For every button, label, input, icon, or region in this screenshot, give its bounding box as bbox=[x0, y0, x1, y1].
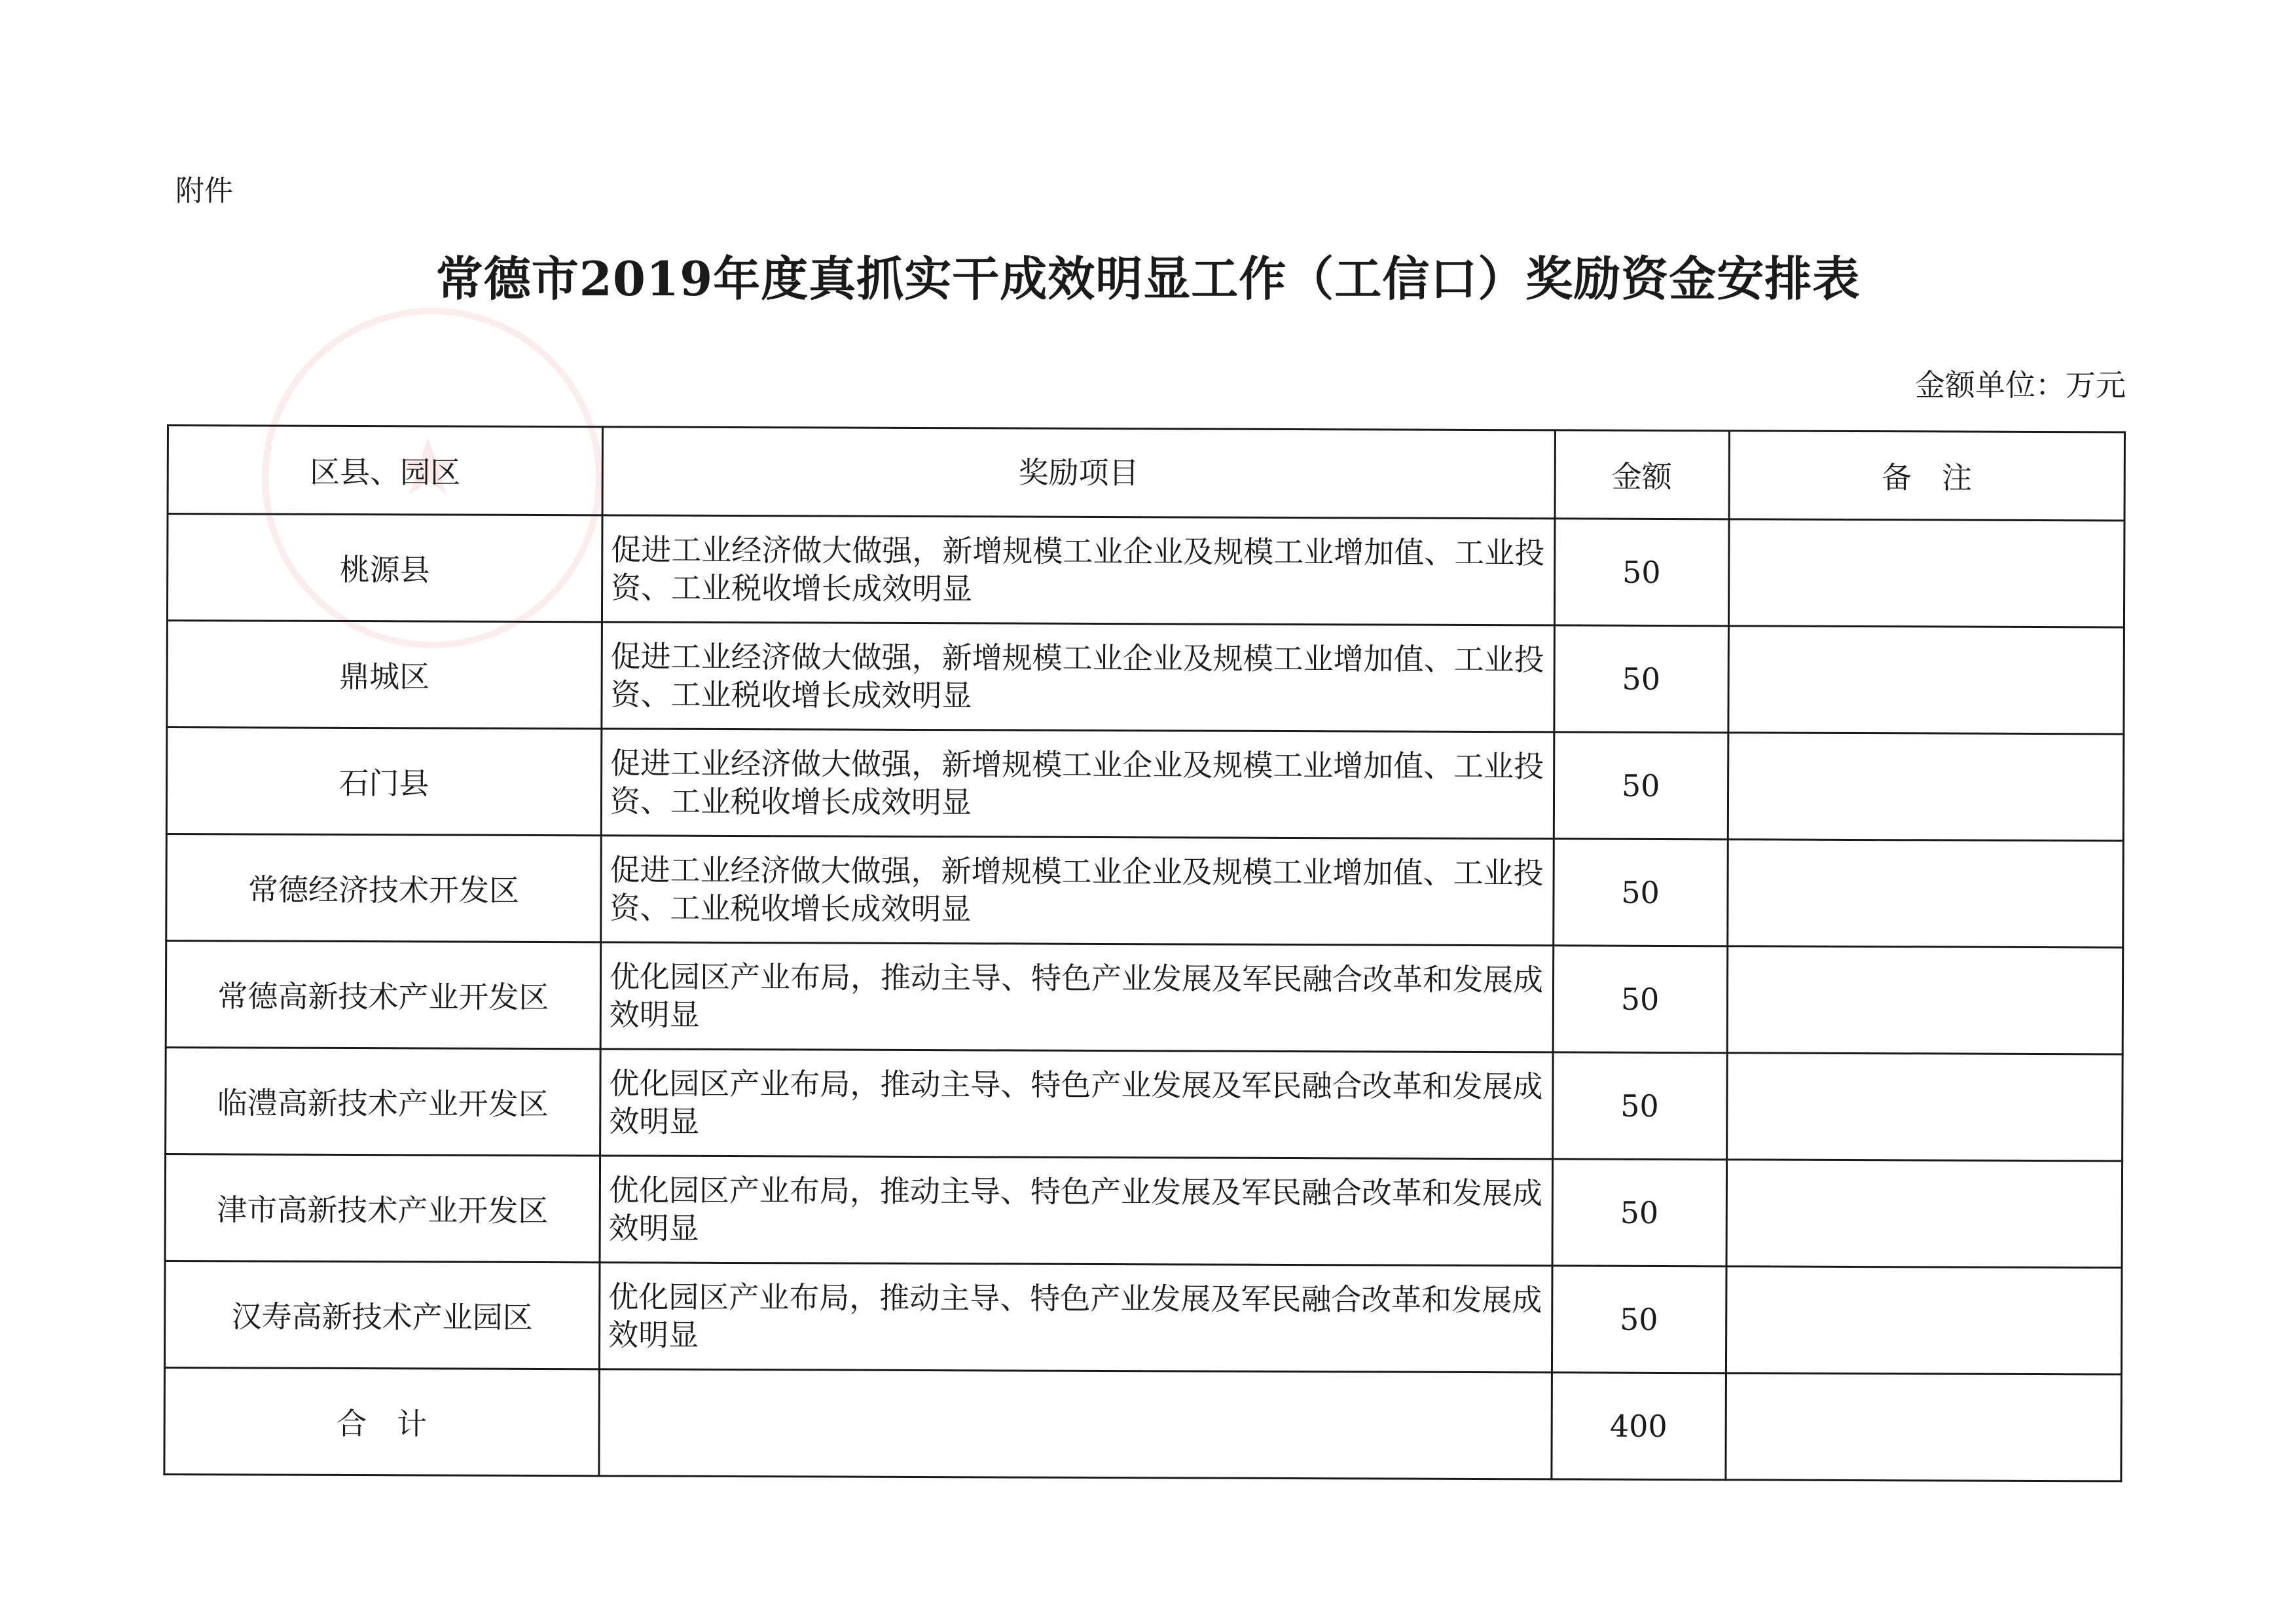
total-remark bbox=[1726, 1373, 2122, 1481]
award-table bbox=[163, 424, 2126, 1482]
table-row bbox=[166, 834, 2124, 948]
row-remark bbox=[1728, 733, 2124, 841]
table-total-row bbox=[164, 1367, 2122, 1481]
row-remark bbox=[1726, 1266, 2122, 1375]
row-region: 汉寿高新技术产业园区 bbox=[164, 1261, 600, 1369]
header-remark: 备 注 bbox=[1729, 431, 2125, 521]
header-region: 区县、园区 bbox=[168, 426, 602, 515]
row-region: 常德经济技术开发区 bbox=[166, 834, 602, 942]
row-project: 促进工业经济做大做强，新增规模工业企业及规模工业增加值、工业投资、工业税收增长成效明显 bbox=[601, 836, 1554, 946]
table-row bbox=[166, 1047, 2123, 1160]
table-row bbox=[167, 621, 2124, 734]
table-row bbox=[165, 1154, 2123, 1267]
page-title: 常德市2019年度真抓实干成效明显工作（工信口）奖励资金安排表 bbox=[435, 251, 1861, 306]
row-remark bbox=[1726, 1160, 2123, 1268]
row-amount: 50 bbox=[1554, 519, 1729, 626]
total-project bbox=[599, 1369, 1552, 1479]
row-region: 石门县 bbox=[166, 728, 602, 836]
total-amount: 400 bbox=[1551, 1373, 1726, 1480]
header-project: 奖励项目 bbox=[602, 427, 1555, 519]
row-remark bbox=[1728, 626, 2124, 734]
row-project: 促进工业经济做大做强，新增规模工业企业及规模工业增加值、工业投资、工业税收增长成效明显 bbox=[602, 622, 1554, 732]
row-region: 临澧高新技术产业开发区 bbox=[166, 1047, 601, 1155]
table-row bbox=[167, 514, 2124, 627]
row-remark bbox=[1728, 519, 2124, 627]
row-amount: 50 bbox=[1554, 625, 1728, 733]
attachment-label: 附件 bbox=[175, 174, 233, 208]
row-remark bbox=[1727, 840, 2123, 948]
amount-unit: 金额单位：万元 bbox=[1915, 367, 2126, 403]
row-project: 优化园区产业布局，推动主导、特色产业发展及军民融合改革和发展成效明显 bbox=[600, 942, 1553, 1052]
table-row bbox=[166, 941, 2123, 1054]
row-project: 优化园区产业布局，推动主导、特色产业发展及军民融合改革和发展成效明显 bbox=[600, 1156, 1552, 1266]
row-region: 常德高新技术产业开发区 bbox=[166, 941, 601, 1049]
row-project: 优化园区产业布局，推动主导、特色产业发展及军民融合改革和发展成效明显 bbox=[599, 1263, 1552, 1373]
row-region: 津市高新技术产业开发区 bbox=[165, 1154, 600, 1262]
row-amount: 50 bbox=[1552, 1052, 1727, 1160]
row-amount: 50 bbox=[1552, 1159, 1727, 1266]
row-amount: 50 bbox=[1552, 1266, 1726, 1373]
total-label: 合 计 bbox=[164, 1367, 600, 1475]
table-row bbox=[164, 1261, 2122, 1374]
row-amount: 50 bbox=[1553, 839, 1728, 946]
row-amount: 50 bbox=[1554, 732, 1728, 840]
row-project: 优化园区产业布局，推动主导、特色产业发展及军民融合改革和发展成效明显 bbox=[600, 1049, 1553, 1159]
row-amount: 50 bbox=[1553, 946, 1728, 1053]
row-remark bbox=[1726, 1053, 2123, 1161]
header-amount: 金额 bbox=[1555, 430, 1730, 519]
row-project: 促进工业经济做大做强，新增规模工业企业及规模工业增加值、工业投资、工业税收增长成效明显 bbox=[602, 515, 1554, 625]
row-remark bbox=[1727, 946, 2123, 1054]
row-project: 促进工业经济做大做强，新增规模工业企业及规模工业增加值、工业投资、工业税收增长成效明显 bbox=[601, 729, 1554, 839]
table-row bbox=[166, 728, 2124, 841]
row-region: 桃源县 bbox=[167, 514, 602, 622]
table-header-row bbox=[168, 426, 2124, 521]
row-region: 鼎城区 bbox=[167, 621, 602, 729]
